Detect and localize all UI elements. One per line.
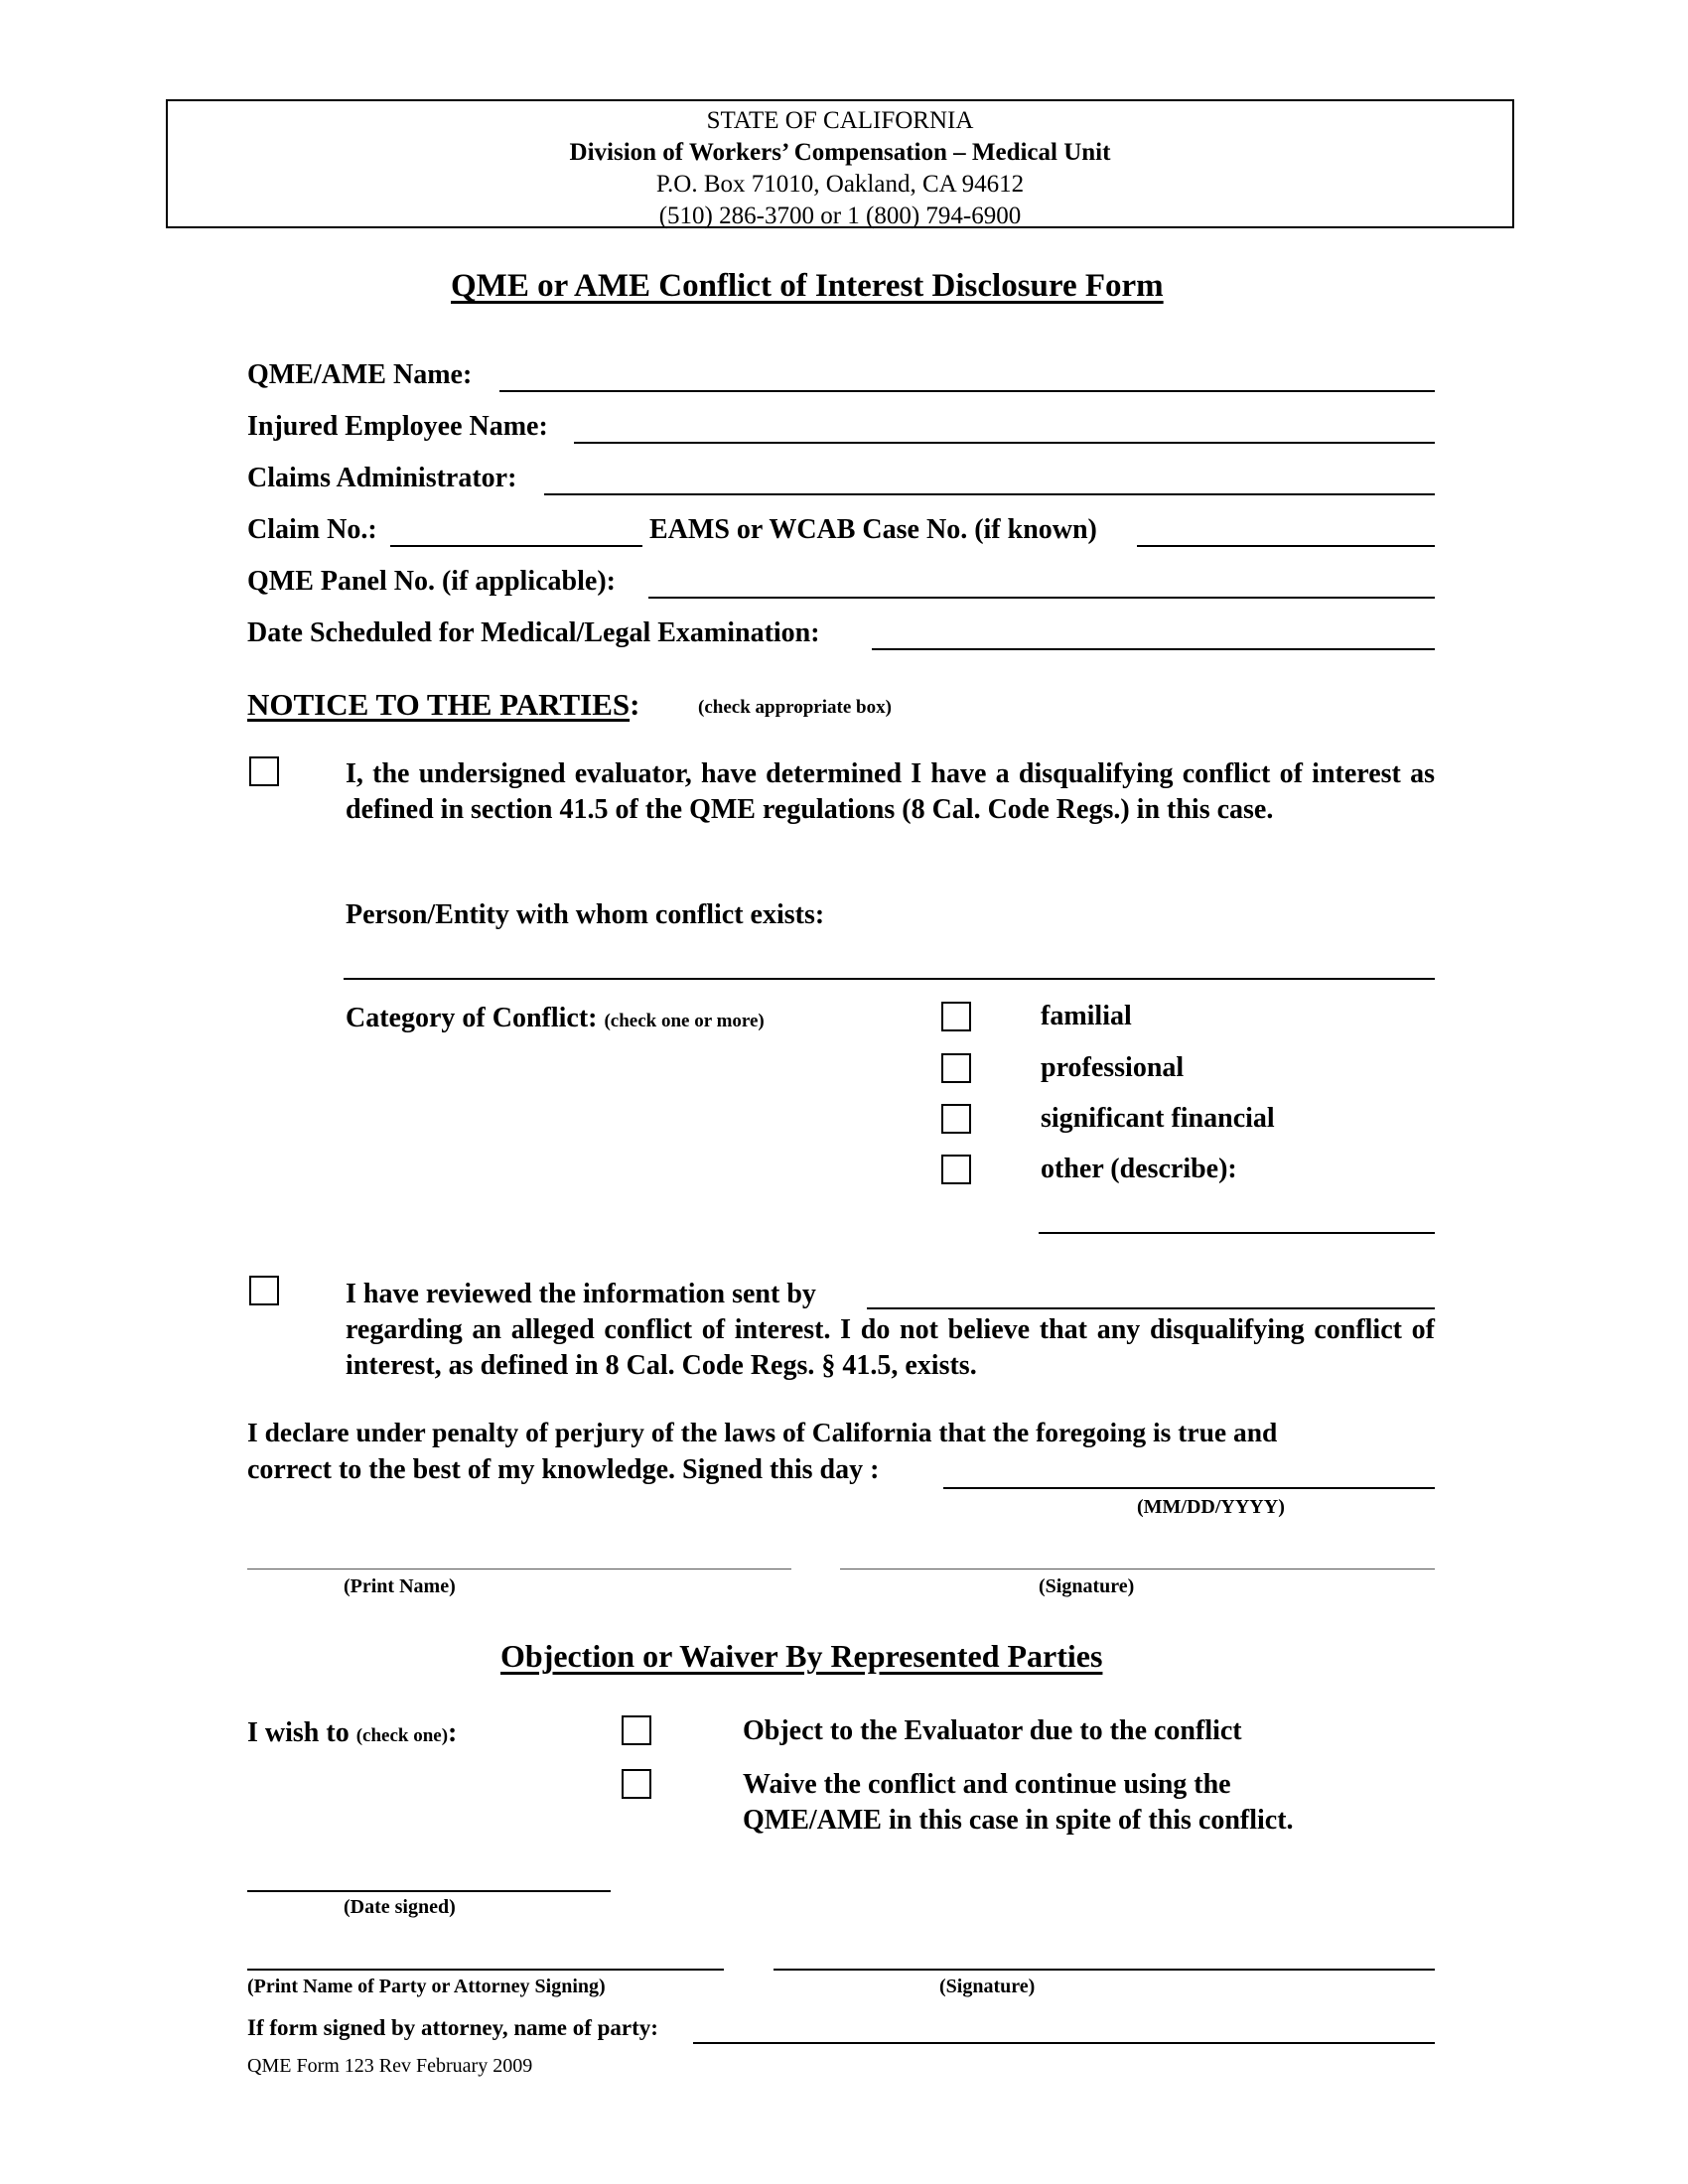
declaration-line2: correct to the best of my knowledge. Signed this day : <box>247 1454 880 1485</box>
wish-label: I wish to <box>247 1717 350 1748</box>
waive-label-line1: Waive the conflict and continue using the <box>743 1769 1231 1800</box>
financial-checkbox[interactable] <box>941 1104 971 1134</box>
claim-no-label: Claim No.: <box>247 514 377 545</box>
header-state: STATE OF CALIFORNIA <box>706 107 974 134</box>
category-label: Category of Conflict: <box>346 1003 598 1033</box>
other-label: other (describe): <box>1041 1154 1237 1184</box>
header-address: P.O. Box 71010, Oakland, CA 94612 <box>655 171 1025 198</box>
other-checkbox[interactable] <box>941 1155 971 1184</box>
evaluator-signature-input[interactable] <box>840 1569 1435 1570</box>
qme-name-label: QME/AME Name: <box>247 359 473 390</box>
signed-date-input[interactable] <box>943 1487 1435 1489</box>
other-describe-input[interactable] <box>1039 1232 1435 1234</box>
evaluator-signature-caption: (Signature) <box>1039 1575 1135 1597</box>
wish-label-row <box>247 1717 457 1749</box>
employee-name-label: Injured Employee Name: <box>247 411 548 442</box>
header-phone: (510) 286-3700 or 1 (800) 794-6900 <box>658 203 1022 229</box>
employee-name-input[interactable] <box>574 442 1435 444</box>
waive-checkbox[interactable] <box>622 1769 651 1799</box>
attorney-party-label: If form signed by attorney, name of party: <box>247 2015 658 2040</box>
financial-label: significant financial <box>1041 1103 1275 1134</box>
object-checkbox[interactable] <box>622 1715 651 1745</box>
notice-hint: (check appropriate box) <box>698 697 892 718</box>
party-signature-input[interactable] <box>774 1969 1435 1971</box>
no-conflict-text: regarding an alleged conflict of interest. I do not believe that any disqualifying conflict of interest, as defined in 8 Cal. Code Regs. § 41.5, exists. <box>346 1314 1435 1381</box>
form-title: QME or AME Conflict of Interest Disclosure Form <box>451 268 1164 304</box>
professional-label: professional <box>1041 1052 1185 1083</box>
attorney-party-input[interactable] <box>693 2042 1435 2044</box>
party-signature-caption: (Signature) <box>939 1976 1036 1997</box>
wish-colon: : <box>448 1717 458 1748</box>
party-print-name-caption: (Print Name of Party or Attorney Signing) <box>247 1976 606 1997</box>
header-division: Division of Workers’ Compensation – Medical Unit <box>569 139 1111 166</box>
claim-no-input[interactable] <box>390 545 642 547</box>
familial-checkbox[interactable] <box>941 1002 971 1031</box>
familial-label: familial <box>1041 1001 1132 1031</box>
exam-date-label: Date Scheduled for Medical/Legal Examination: <box>247 617 820 648</box>
date-signed-input[interactable] <box>247 1890 611 1892</box>
person-entity-input[interactable] <box>344 978 1435 980</box>
category-hint: (check one or more) <box>604 1011 765 1031</box>
person-entity-label: Person/Entity with whom conflict exists: <box>346 899 825 930</box>
panel-no-label: QME Panel No. (if applicable): <box>247 566 616 597</box>
eams-case-label: EAMS or WCAB Case No. (if known) <box>649 514 1097 545</box>
party-print-name-input[interactable] <box>247 1969 724 1971</box>
objection-title: Objection or Waiver By Represented Parties <box>500 1638 1103 1674</box>
print-name-input[interactable] <box>247 1569 791 1570</box>
date-format-hint: (MM/DD/YYYY) <box>1137 1496 1285 1518</box>
notice-heading <box>247 687 639 723</box>
notice-heading-text: NOTICE TO THE PARTIES <box>247 687 631 722</box>
disqualifying-conflict-checkbox[interactable] <box>249 756 279 786</box>
wish-hint: (check one) <box>355 1725 449 1746</box>
qme-name-input[interactable] <box>499 390 1435 392</box>
declaration-line1: I declare under penalty of perjury of the laws of California that the foregoing is true and <box>247 1417 1278 1447</box>
disqualifying-conflict-text: I, the undersigned evaluator, have determined I have a disqualifying conflict of interest as defined in section 41.5 of the QME regulations (8 Cal. Code Regs.) in this case. <box>346 758 1435 825</box>
date-signed-caption: (Date signed) <box>344 1896 456 1918</box>
agency-header <box>166 99 1514 228</box>
panel-no-input[interactable] <box>648 597 1435 599</box>
category-label-row <box>346 1003 765 1034</box>
notice-heading-colon: : <box>630 687 640 722</box>
eams-case-input[interactable] <box>1137 545 1435 547</box>
object-label: Object to the Evaluator due to the conflict <box>743 1715 1242 1746</box>
waive-label-line2: QME/AME in this case in spite of this conflict. <box>743 1805 1294 1836</box>
exam-date-input[interactable] <box>872 648 1435 650</box>
form-footer: QME Form 123 Rev February 2009 <box>247 2055 533 2077</box>
reviewed-info-label: I have reviewed the information sent by <box>346 1279 816 1309</box>
print-name-caption: (Print Name) <box>344 1575 456 1597</box>
professional-checkbox[interactable] <box>941 1053 971 1083</box>
no-conflict-checkbox[interactable] <box>249 1276 279 1305</box>
claims-admin-label: Claims Administrator: <box>247 463 517 493</box>
claims-admin-input[interactable] <box>544 493 1435 495</box>
sent-by-input[interactable] <box>867 1307 1435 1309</box>
